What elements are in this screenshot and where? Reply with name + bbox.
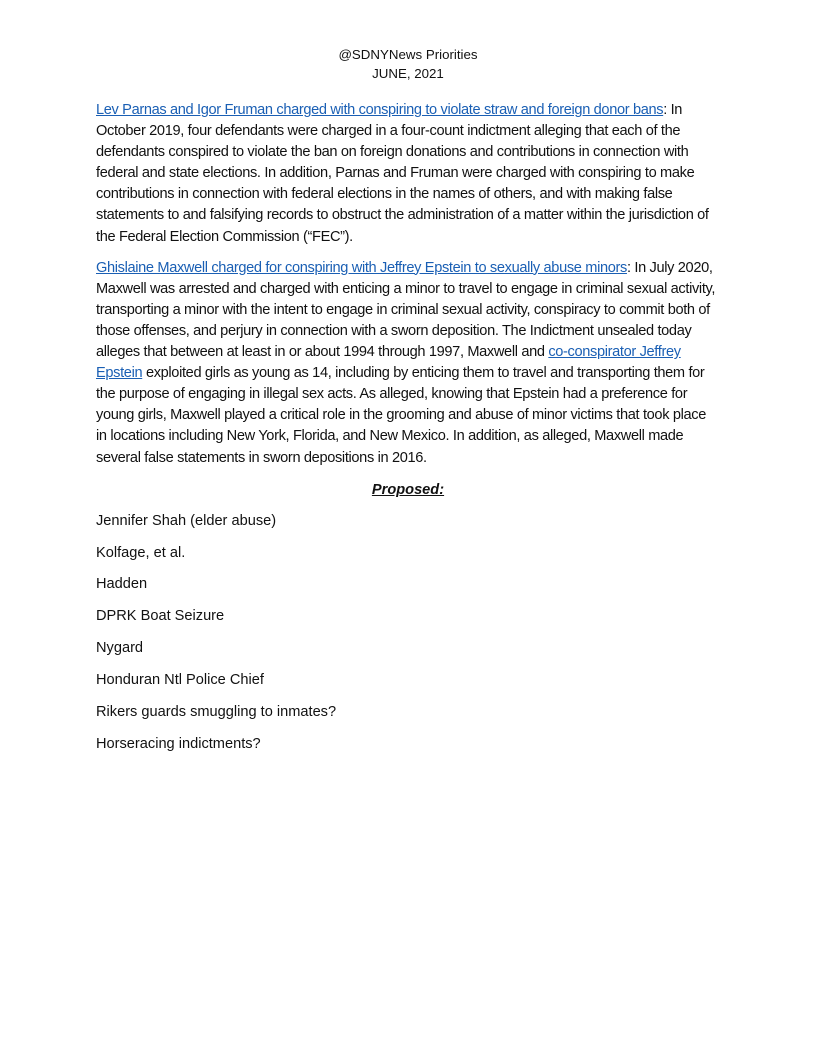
list-item: Nygard (96, 640, 144, 657)
proposed-list (96, 511, 720, 755)
proposed-heading: Proposed: (371, 481, 445, 498)
list-item: Hadden (96, 576, 148, 593)
list-item: Rikers guards smuggling to inmates? (96, 704, 337, 721)
paragraph-text: exploited girls as young as 14, including by enticing them to travel and transporting them for the purpose of engaging in illegal sex acts. As alleged, knowing that Epstein had a preference for young girls, Maxwell played a critical role in the grooming and abuse of minor victims that took place in locations including New York, Florida, and New Mexico. In addition, as alleged, Maxwell made several false statements in sworn depositions in 2016. (96, 365, 706, 466)
link-co-conspirator-epstein[interactable]: co-conspirator Jeffrey Epstein (96, 344, 681, 382)
header-title: @SDNYNews Priorities (338, 47, 478, 62)
document-header (96, 46, 720, 83)
paragraph-parnas-fruman (96, 100, 720, 248)
link-maxwell[interactable]: Ghislaine Maxwell charged for conspiring with Jeffrey Epstein to sexually abuse minors (96, 259, 627, 276)
header-date: JUNE, 2021 (372, 65, 444, 81)
list-item: Jennifer Shah (elder abuse) (96, 512, 277, 529)
list-item: Horseracing indictments? (96, 735, 261, 752)
paragraph-text: : In October 2019, four defendants were charged in a four-count indictment alleging that each of the defendants conspired to violate the ban on foreign donations and contributions in connection with federal and state elections. In addition, Parnas and Fruman were charged with conspiring to make contributions in connection with federal elections in the names of others, and with making false statements to and falsifying records to obstruct the administration of a matter within the jurisdiction of the Federal Election Commission (“FEC”). (96, 102, 709, 245)
paragraph-text: : In July 2020, Maxwell was arrested and charged with enticing a minor to travel to engage in criminal sexual activity, transporting a minor with the intent to engage in criminal sexual activity, conspiracy to commit both of those offenses, and perjury in connection with a sworn deposition. The Indictment unsealed today alleges that between at least in or about 1994 through 1997, Maxwell and (96, 259, 716, 361)
list-item: Honduran Ntl Police Chief (96, 672, 264, 689)
link-parnas-fruman[interactable]: Lev Parnas and Igor Fruman charged with conspiring to violate straw and foreign donor bans (96, 102, 664, 118)
list-item: DPRK Boat Seizure (96, 608, 225, 625)
list-item: Kolfage, et al. (96, 544, 186, 561)
document-page (96, 46, 720, 766)
paragraph-maxwell (96, 258, 720, 469)
